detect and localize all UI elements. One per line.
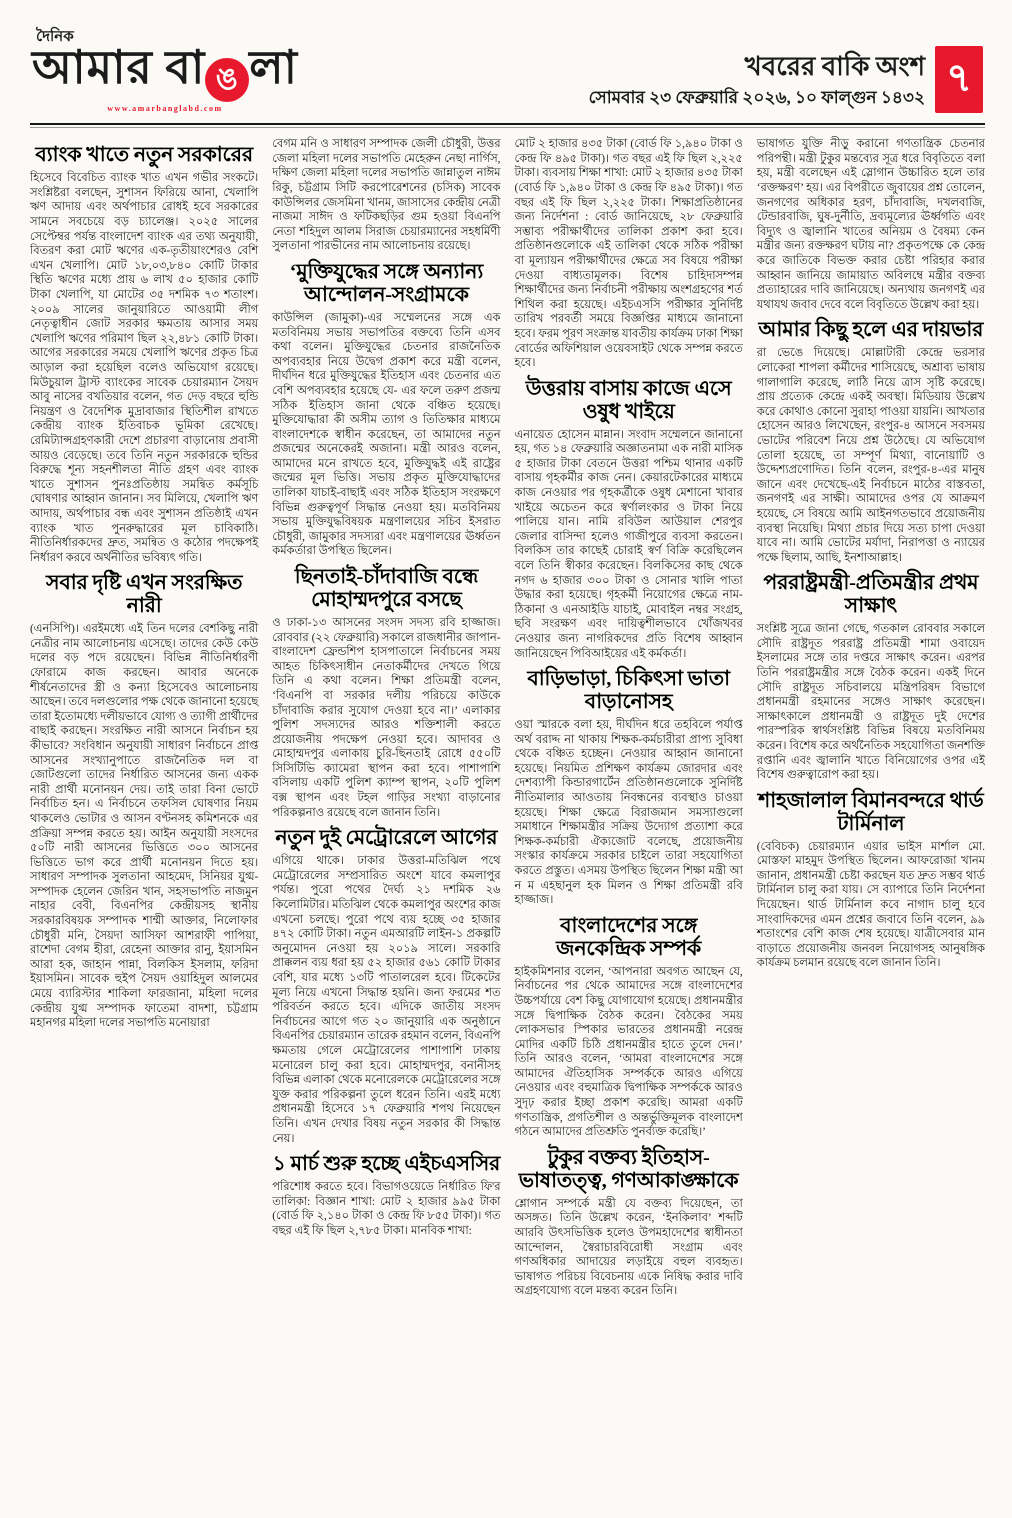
dateline: সোমবার ২৩ ফেব্রুয়ারি ২০২৬, ১০ ফাল্গুন ১৪৩২ <box>588 88 925 108</box>
article-body: এনায়েত হোসেন মান্নান। সংবাদ সম্মেলনে জানানো হয়, গত ১৪ ফেব্রুয়ারি অজ্ঞাতনামা এক নারী মাসিক ৫ হাজার টাকা বেতনে উত্তরা পশ্চিম থানার একটি বাসায় গৃহকর্মীর কাজ নেন। কেয়ারটেকারের মাধ্যমে কাজ নেওয়ার পর গৃহকর্ত্রীকে ওষুধ মেশানো খাবার খাইয়ে অচেতন করে স্বর্ণালংকার ও টাকা নিয়ে পালিয়ে যান। নামি রবিউল আউয়াল শেরপুর জেলার বাসিন্দা হলেও গাজীপুরে ব্যবসা করতেন। বিলকিস তার কাছেই চোরাই স্বর্ণ বিক্রি করেছিলেন বলে তিনি স্বীকার করেছেন। বিলকিসের কাছ থেকে নগদ ৬ হাজার ৩০০ টাকা ও সোনার খালি পাতা উদ্ধার করা হয়েছে। গৃহকর্মী নিয়োগের ক্ষেত্রে নাম-ঠিকানা ও এনআইডি যাচাই, মোবাইল নম্বর সংগ্রহ, ছবি সংরক্ষণ এবং দায়িত্বশীলভাবে খোঁজখবর নেওয়ার জন্য নাগরিকদের প্রতি বিশেষ আহ্বান জানিয়েছেন পিবিআইয়ের এই কর্মকর্তা। <box>514 428 743 660</box>
article-body: হিসেবে বিবেচিত ব্যাংক খাত এখন গভীর সংকটে। সংশ্লিষ্টরা বলছেন, সুশাসন ফিরিয়ে আনা, খেলাপি ঋণ আদায় এবং অর্থপাচার রোধই হবে সরকারের সামনে সবচেয়ে বড় চ্যালেঞ্জ। ২০২৫ সালের সেপ্টেম্বর পর্যন্ত বাংলাদেশ ব্যাংক এর তথ্য অনুযায়ী, বিতরণ করা মোট ঋণের এক-তৃতীয়াংশেরও বেশি এখন খেলাপি। মোট ১৮,০৩,৮৪০ কোটি টাকার স্থিতি ঋণের মধ্যে প্রায় ৬ লাখ ৫০ হাজার কোটি টাকা খেলাপি, যা মোটের ৩৫ দশমিক ৭৩ শতাংশ। ২০০৯ সালের জানুয়ারিতে আওয়ামী লীগ নেতৃত্বাধীন জোট সরকার ক্ষমতায় আসার সময় খেলাপি ঋণের পরিমাণ ছিল ২২,৪৮১ কোটি টাকা। আগের সরকারের সময়ে খেলাপি ঋণের প্রকৃত চিত্র আড়াল করা হয়েছিল বলেও অভিযোগ রয়েছে। মিউচুয়াল ট্রাস্ট ব্যাংকের সাবেক চেয়ারম্যান সৈয়দ আবু নাসের বখতিয়ার বলেন, গত দেড় বছরে হুন্ডি নিয়ন্ত্রণ ও বৈদেশিক মুদ্রাবাজার স্থিতিশীল রাখতে কেন্দ্রীয় ব্যাংক ইতিবাচক ভূমিকা রেখেছে। রেমিট্যান্সগ্রহণকারী দেশে প্রচারণা বাড়ানোয় প্রবাসী আয়ও বেড়েছে। তবে তিনি নতুন সরকারকে হুন্ডির বিরুদ্ধে শূন্য সহনশীলতা নীতি গ্রহণ এবং ব্যাংক খাতে সুশাসন পুনঃপ্রতিষ্ঠায় সমন্বিত কর্মসূচি ঘোষণার আহ্বান জানান। সব মিলিয়ে, খেলাপি ঋণ আদায়, অর্থপাচার বন্ধ এবং সুশাসন প্রতিষ্ঠাই এখন ব্যাংক খাত পুনরুদ্ধারের মূল চাবিকাঠি। নীতিনির্ধারকদের দ্রুত, সমন্বিত ও কঠোর পদক্ষেপই নির্ধারণ করবে অর্থনীতির ভবিষ্যৎ গতি। <box>30 172 259 564</box>
article-continuation-text: মোট ২ হাজার ৪৩৫ টাকা (বোর্ড ফি ১,৯৪০ টাকা ও কেন্দ্র ফি ৪৯৫ টাকা)। গত বছর এই ফি ছিল ২,২২৫ টাকা। ব্যবসায় শিক্ষা শাখা: মোট ২ হাজার ৪৩৫ টাকা (বোর্ড ফি ১,৯৪০ টাকা ও কেন্দ্র ফি ৪৯৫ টাকা)। গত বছর এই ফি ছিল ২,২২৫ টাকা। শিক্ষাপ্রতিষ্ঠানের জন্য নির্দেশনা : বোর্ড জানিয়েছে, ২৮ ফেব্রুয়ারি সম্ভাব্য পরীক্ষার্থীদের তালিকা প্রকাশ করা হবে। প্রতিষ্ঠানগুলোকে এই তালিকা থেকে সঠিক পরীক্ষা বা মূল্যায়ন পরীক্ষার্থীদের ক্ষেত্রে সব বিষয়ে পরীক্ষা দেওয়া বাধ্যতামূলক। বিশেষ চাহিদাসম্পন্ন শিক্ষার্থীদের জন্য নির্বাচনী পরীক্ষায় অংশগ্রহণের শর্ত শিথিল করা হয়েছে। এইচএসসি পরীক্ষার সুনির্দিষ্ট তারিখ পরবর্তী সময়ে বিজ্ঞপ্তির মাধ্যমে জানানো হবে। ফরম পূরণ সংক্রান্ত যাবতীয় কার্যক্রম ঢাকা শিক্ষা বোর্ডের অফিশিয়াল ওয়েবসাইট থেকে সম্পন্ন করতে হবে। <box>514 138 743 370</box>
article-body: ওয়া স্মারকে বলা হয়, দীর্ঘদিন ধরে তহবিলে পর্যাপ্ত অর্থ বরাদ্দ না থাকায় শিক্ষক-কর্মচারীরা প্রাপ্য সুবিধা থেকে বঞ্চিত হচ্ছেন। নেওয়ার আহ্বান জানানো হয়েছে। নিয়মিত প্রশিক্ষণ কার্যক্রম জোরদার এবং দেশব্যাপী কিন্ডারগার্টেন প্রতিষ্ঠানগুলোকে সুনির্দিষ্ট নীতিমালার আওতায় নিবন্ধনের ব্যবস্থাও চাওয়া হয়েছে। শিক্ষা ক্ষেত্রে বিরাজমান সমস্যাগুলো সমাধানে শিক্ষামন্ত্রীর সক্রিয় উদ্যোগ প্রত্যাশা করে শিক্ষক-কর্মচারী ঐক্যজোট বলেছে, প্রয়োজনীয় সংস্কার কার্যক্রমে সরকার চাইলে তারা সহযোগিতা করতে প্রস্তুত। এসময় উপস্থিত ছিলেন শিক্ষা মন্ত্রী আ ন ম এহছানুল হক মিলন ও শিক্ষা প্রতিমন্ত্রী রবি হাজ্জাজ। <box>514 719 743 907</box>
article-body: এগিয়ে থাকে। ঢাকার উত্তরা-মতিঝিল পথে মেট্রোরেলের সম্প্রসারিত অংশে যাবে কমলাপুর পর্যন্ত। পুরো পথের দৈর্ঘ্য ২১ দশমিক ২৬ কিলোমিটার। মতিঝিল থেকে কমলাপুর অংশের কাজ এখনো চলছে। পুরো পথে ব্যয় হচ্ছে ৩৫ হাজার ৪৭২ কোটি টাকা। নতুন এমআরটি লাইন-১ প্রকল্পটি অনুমোদন নেওয়া হয় ২০১৯ সালে। সরকারি প্রাক্কলন ব্যয় ধরা হয় ৫২ হাজার ৫৬১ কোটি টাকার বেশি, যার মধ্যে ১৩টি পাতালরেল হবে। টিকেটের মূল্য নিয়ে এখনো সিদ্ধান্ত হয়নি। জন্য ফরমের শত পরিবর্তন করতে হবে। এদিকে জাতীয় সংসদ নির্বাচনের আগে গত ২০ জানুয়ারি এক অনুষ্ঠানে বিএনপির চেয়ারম্যান তারেক রহমান বলেন, বিএনপি ক্ষমতায় গেলে মেট্রোরেলের পাশাপাশি ঢাকায় মনোরেল চালু করা হবে। মোহাম্মদপুর, বনানীসহ বিভিন্ন এলাকা থেকে মনোরেলকে মেট্রোরেলের সঙ্গে যুক্ত করার পরিকল্পনা তুলে ধরেন তিনি। এরই মধ্যে প্রধানমন্ত্রী হিসেবে ১৭ ফেব্রুয়ারি শপথ নিয়েছেন তিনি। এখন দেখার বিষয় নতুন সরকার কী সিদ্ধান্ত নেয়। <box>272 855 501 1145</box>
article-body: পরিশোধ করতে হবে। বিভাগওয়েডে নির্ধারিত ফি'র তালিকা: বিজ্ঞান শাখা: মোট ২ হাজার ৯৯৫ টাকা (বোর্ড ফি ২,১৪০ টাকা ও কেন্দ্র ফি ৮৫৫ টাকা)। গত বছর এই ফি ছিল ২,৭৮৫ টাকা। মানবিক শাখা: <box>272 1181 501 1237</box>
article-headline: টুকুর বক্তব্য ইতিহাস-ভাষাতত্ত্ব, গণআকাঙ্ক্ষাকে <box>518 1146 739 1192</box>
article-body: শ্লোগান সম্পর্কে মন্ত্রী যে বক্তব্য দিয়েছেন, তা অসঙ্গত। তিনি উল্লেখ করেন, ‘ইনকিলাব’ শব্দটি আরবি উৎসভিত্তিক হলেও উপমহাদেশের স্বাধীনতা আন্দোলন, স্বৈরাচারবিরোধী সংগ্রাম এবং গণঅধিকার আদায়ের লড়াইয়ে বহুল ব্যবহৃত। ভাষাগত পরিচয় বিবেচনায় একে নিষিদ্ধ করার দাবি অগ্রহণযোগ্য বলে মন্তব্য করেন তিনি। <box>514 1197 743 1298</box>
article-body: রা ভেঙে দিয়েছে। মোল্লাটারী কেন্দ্রে ভরসার লোকেরা শাপলা কর্মীদের শাসিয়েছে, অশ্রাব্য ভাষায় গালাগালি করেছে, লাঠি নিয়ে ত্রাস সৃষ্টি করেছে। প্রায় প্রত্যেক কেন্দ্রে একই অবস্থা। মিডিয়ায় উল্লেখ করে কোথাও কোনো সুরাহা পাওয়া যায়নি। আখতার হোসেন আরও লিখেছেন, রংপুর-৪ আসনে সবসময় ভোটের পরিবেশ নিয়ে প্রশ্ন উঠেছে। যে অভিযোগ তোলা হয়েছে, তা সম্পূর্ণ মিথ্যা, বানোয়াটি ও উদ্দেশ্যপ্রণোদিত। তিনি বলেন, রংপুর-৪-এর মানুষ জানে এবং দেখেছে-এই নির্বাচনে মাঠের বাস্তবতা, জনগণই এর সাক্ষী। আমাদের ওপর যে আক্রমণ হয়েছে, সে বিষয়ে আমি আইনগতভাবে প্রয়োজনীয় ব্যবস্থা নিয়েছি। মিথ্যা প্রচার দিয়ে সত্য চাপা দেওয়া যাবে না। আমি ভোটের মর্যাদা, নিরাপত্তা ও ন্যায়ের পক্ষে ছিলাম, আছি, ইনশাআল্লাহ। <box>756 347 985 564</box>
article-headline: আমার কিছু হলে এর দায়ভার <box>758 319 984 342</box>
header-rule-thick <box>30 123 985 125</box>
news-column-1 <box>30 137 258 1488</box>
daily-label: দৈনিক <box>36 29 74 45</box>
article-body: (এনসিপি)। এরইমধ্যে এই তিন দলের বেশকিছু নারী নেত্রীর নাম আলোচনায় এসেছে। তাদের কেউ কেউ দলের বড় পদে রয়েছেন। বিভিন্ন নীতিনির্ধারণী ফোরামে কাজ করছেন। আবার অনেকে শীর্ষনেতাদের স্ত্রী ও কন্যা হিসেবেও আলোচনায় আছেন। তবে দলগুলোর পক্ষ থেকে জানানো হয়েছে তারা ইতোমধ্যে দলীয়ভাবে যোগ্য ও ত্যাগী প্রার্থীদের বাছাই করছেন। সংরক্ষিত নারী আসনে নির্বাচন হয় কীভাবে? সংবিধান অনুযায়ী সাধারণ নির্বাচনে প্রাপ্ত আসনের সংখ্যানুপাতে রাজনৈতিক দল বা জোটগুলো তাদের নির্ধারিত আসনের জন্য একক নারী প্রার্থী মনোনয়ন দেয়। তাই তারা বিনা ভোটে নির্বাচিত হন। এ নির্বাচনে তফসিল ঘোষণার নিয়ম থাকলেও ভোটার ও আসন বণ্টনসহ কমিশনকে এর প্রক্রিয়া সম্পন্ন করতে হয়। আইন অনুযায়ী সংসদের ৫০টি নারী আসনের ভিত্তিতে ৩০০ আসনের ভিত্তিতে ভাগ করে প্রার্থী মনোনয়ন দিতে হয়। সাধারণ সম্পাদক সুলতানা আহমেদ, সিনিয়র যুগ্ম-সম্পাদক হেলেন জেরিন খান, সহসভাপতি নাজমুন নাহার বেবী, বিএনপির কেন্দ্রীয়সহ স্থানীয় সরকারবিষয়ক সম্পাদক শাম্মী আক্তার, নিলোফার চৌধুরী মনি, সৈয়দা আসিফা আশরাফী পাপিয়া, রাশেদা বেগম হীরা, রেহেনা আক্তার রানু, ইয়াসমিন আরা হক, জাহান পান্না, বিলকিস ইসলাম, ফরিদা ইয়াসমিন। সাবেক হুইপ সৈয়দ ওয়াহিদুল আলমের মেয়ে ব্যারিস্টার শাকিলা ফারজানা, মহিলা দলের কেন্দ্রীয় যুগ্ম সম্পাদক ফাতেমা বাদশা, চট্টগ্রাম মহানগর মহিলা দলের সভাপতি মনোয়ারা <box>30 623 259 1030</box>
article-body: হাইকমিশনার বলেন, ‘আপনারা অবগত আছেন যে, নির্বাচনের পর থেকে আমাদের সঙ্গে বাংলাদেশের উচ্চপর্যায়ে বেশ কিছু যোগাযোগ হয়েছে। প্রধানমন্ত্রীর সঙ্গে দ্বিপাক্ষিক বৈঠক করেন। বৈঠকের সময় লোকসভার স্পিকার ভারতের প্রধানমন্ত্রী নরেন্দ্র মোদির একটি চিঠি প্রধানমন্ত্রীর হাতে তুলে দেন।’ তিনি আরও বলেন, ‘আমরা বাংলাদেশের সঙ্গে আমাদের ঐতিহাসিক সম্পর্ককে আরও এগিয়ে নেওয়ার এবং বহুমাত্রিক দ্বিপাক্ষিক সম্পর্ককে আরও সুদৃঢ় করার ইচ্ছা প্রকাশ করেছি। আমরা একটি গণতান্ত্রিক, প্রগতিশীল ও অন্তর্ভুক্তিমূলক বাংলাদেশ গঠনে আমাদের প্রতিশ্রুতি পুনর্ব্যক্ত করেছি।’ <box>514 965 743 1139</box>
article-body: সংশ্লিষ্ট সূত্রে জানা গেছে, গতকাল রোববার সকালে সৌদি রাষ্ট্রদূত পররাষ্ট্র প্রতিমন্ত্রী শামা ওবায়েদ ইসলামের সঙ্গে তার দপ্তরে সাক্ষাৎ করেন। এরপর তিনি পররাষ্ট্রমন্ত্রীর সঙ্গে বৈঠক করেন। একই দিনে সৌদি রাষ্ট্রদূত সচিবালয়ে মন্ত্রিপরিষদ বিভাগে প্রধানমন্ত্রী রহমানের সঙ্গেও সাক্ষাৎ করেছেন। সাক্ষাৎকালে প্রধানমন্ত্রী ও রাষ্ট্রদূত দুই দেশের পারস্পরিক স্বার্থসংশ্লিষ্ট বিভিন্ন বিষয়ে মতবিনিময় করেন। বিশেষ করে অর্থনৈতিক সহযোগিতা জনশক্তি রপ্তানি এবং জ্বালানি খাতে বিনিয়োগের ওপর এই বিশেষ গুরুত্বারোপ করা হয়। <box>756 623 985 782</box>
article-headline: ব্যাংক খাতে নতুন সরকারের <box>35 144 253 167</box>
paper-title <box>32 42 298 102</box>
article-body: (বেবিচক) চেয়ারম্যান এয়ার ভাইস মার্শাল মো. মোস্তফা মাহমুদ উপস্থিত ছিলেন। আফরোজা খানম জানান, প্রধানমন্ত্রী চেষ্টা করছেন যত দ্রুত সম্ভব থার্ড টার্মিনাল চালু করা যায়। সে ব্যাপারে তিনি নির্দেশনা দিয়েছেন। থার্ড টার্মিনাল কবে নাগাদ চালু হবে সাংবাদিকদের এমন প্রশ্নের জবাবে তিনি বলেন, ৯৯ শতাংশের বেশি কাজ শেষ হয়েছে। যাত্রীসেবার মান বাড়াতে প্রয়োজনীয় জনবল নিয়োগসহ আনুষঙ্গিক কার্যক্রম চলমান রয়েছে বলে জানান তিনি। <box>756 840 985 970</box>
page-header <box>30 22 985 123</box>
section-title: খবরের বাকি অংশ <box>744 51 925 81</box>
website-url: www.amarbanglabd.com <box>107 104 223 114</box>
header-right-text <box>589 53 925 114</box>
logo-nga-letter: ঙ <box>215 63 239 96</box>
paper-title-text: আমার বা <box>32 42 206 93</box>
logo-red-circle <box>205 58 249 102</box>
page-number: ৭ <box>945 55 972 101</box>
paper-title-text-end: লা <box>249 42 298 93</box>
article-headline: পররাষ্ট্রমন্ত্রী-প্রতিমন্ত্রীর প্রথম সাক্ষাৎ <box>763 572 979 618</box>
article-body: ও ঢাকা-১৩ আসনের সংসদ সদস্য রবি হাজ্জাজ। রোববার (২২ ফেব্রুয়ারি) সকালে রাজধানীর জাপান-বাংলাদেশ ফ্রেন্ডশিপ হাসপাতালে নির্বাচনের সময় আহত চিকিৎসাধীন নেতাকর্মীদের দেখতে গিয়ে তিনি এ কথা বলেন। শিক্ষা প্রতিমন্ত্রী বলেন, ‘বিএনপি বা সরকার দলীয় পরিচয়ে কাউকে চাঁদাবাজি করার সুযোগ দেওয়া হবে না।’ এলাকার পুলিশ সদস্যদের আরও শক্তিশালী করতে প্রয়োজনীয় পদক্ষেপ নেওয়া হবে। আদাবর ও মোহাম্মদপুর এলাকায় চুরি-ছিনতাই রোধে ৫৫০টি সিসিটিভি ক্যামেরা স্থাপন করা হবে। পাশাপাশি বসিলায় একটি পুলিশ ক্যাম্প স্থাপন, ২০টি পুলিশ বক্স স্থাপন এবং টহল গাড়ির সংখ্যা বাড়ানোর পরিকল্পনাও রয়েছে বলে জানান তিনি। <box>272 616 501 819</box>
article-headline: ১ মার্চ শুরু হচ্ছে এইচএসসির <box>272 1153 501 1176</box>
page-number-badge <box>935 46 983 113</box>
news-column-2 <box>272 137 500 1488</box>
news-column-3 <box>515 137 743 1488</box>
article-headline: নতুন দুই মেট্রোরেলে আগের <box>275 827 498 850</box>
article-headline: উত্তরায় বাসায় কাজে এসে ওষুধ খাইয়ে <box>525 377 732 423</box>
masthead-logo <box>32 30 298 113</box>
article-headline: বাড়িভাড়া, চিকিৎসা ভাতা বাড়ানোসহ <box>527 668 730 714</box>
article-continuation-text: বেগম মনি ও সাধারণ সম্পাদক জেলী চৌধুরী, উত্তর জেলা মহিলা দলের সভাপতি মেহেরুন নেছা নার্গিস, দক্ষিণ জেলা মহিলা দলের সভাপতি জান্নাতুল নাঈম রিকু, চট্টগ্রাম সিটি করপোরেশনের (চসিক) সাবেক কাউন্সিলর জেসমিনা খানম, জাসাসের কেন্দ্রীয় নেত্রী নাজমা সাঈদ ও ফটিকছড়ির গুম হওয়া বিএনপি নেতা শহিদুল আলম সিরাজ চেয়ারম্যানের সহধর্মিণী সুলতানা পারভীনের নাম আলোচনায় রয়েছে। <box>272 138 501 253</box>
article-headline: বাংলাদেশের সঙ্গে জনকেন্দ্রিক সম্পর্ক <box>556 914 702 960</box>
article-body: কাউন্সিল (জামুকা)-এর সম্মেলনের সঙ্গে এক মতবিনিময় সভায় সভাপতির বক্তব্যে তিনি এসব কথা বলেন। মুক্তিযুদ্ধের চেতনার রাজনৈতিক অপব্যবহার নিয়ে উদ্বেগ প্রকাশ করে মন্ত্রী বলেন, দীর্ঘদিন ধরে মুক্তিযুদ্ধের ইতিহাস এবং চেতনার এত বেশি অপব্যবহার হয়েছে যে- এর ফলে তরুণ প্রজন্ম সঠিক ইতিহাস জানা থেকে বঞ্চিত হয়েছে। মুক্তিযোদ্ধারা কী অসীম ত্যাগ ও তিতিক্ষার মাধ্যমে বাংলাদেশকে স্বাধীন করেছেন, তা আমাদের নতুন প্রজন্মের অনেকেরই অজানা। মন্ত্রী আরও বলেন, আমাদের মনে রাখতে হবে, মুক্তিযুদ্ধই এই রাষ্ট্রের জন্মের মূল ভিত্তি। সভায় প্রকৃত মুক্তিযোদ্ধাদের তালিকা যাচাই-বাছাই এবং সঠিক ইতিহাস সংরক্ষণে বিভিন্ন গুরুত্বপূর্ণ সিদ্ধান্ত নেওয়া হয়। মতবিনিময় সভায় মুক্তিযুদ্ধবিষয়ক মন্ত্রণালয়ের সচিব ইসরাত চৌধুরী, জামুকার সদস্যরা এবং মন্ত্রণালয়ের ঊর্ধ্বতন কর্মকর্তারা উপস্থিত ছিলেন। <box>272 311 501 558</box>
article-headline: ‘মুক্তিযুদ্ধের সঙ্গে অন্যান্য আন্দোলন-সংগ্রামকে <box>289 261 484 306</box>
news-column-4 <box>757 137 985 1488</box>
article-headline: ছিনতাই-চাঁদাবাজি বন্ধে মোহাম্মদপুরে বসছে <box>294 566 478 611</box>
news-columns <box>30 128 985 1488</box>
article-continuation-text: ভাষাগত যুক্তি নীড়ু করানো গণতান্ত্রিক চেতনার পরিপন্থী। মন্ত্রী টুকুর মন্তব্যের সূত্র ধরে বিবৃতিতে বলা হয়, মন্ত্রী বলেছেন এই স্লোগান উচ্চারিত হলে তার ‘রক্তক্ষরণ’ হয়। এর বিপরীতে জুবায়ের প্রশ্ন তোলেন, জনগণের অধিকার হরণ, চাঁদাবাজি, দখলবাজি, টেন্ডারবাজি, ঘুষ-দুর্নীতি, দ্রব্যমূল্যের ঊর্ধ্বগতি এবং বিদ্যুৎ ও জ্বালানি খাতের অনিয়ম ও বৈষম্য কেন মন্ত্রীর জন্য রক্তক্ষরণ ঘটায় না? প্রকৃতপক্ষে কে কেন্দ্র করে জাতিকে বিভক্ত করার চেষ্টা পরিহার করার আহ্বান জানিয়ে জামায়াত অবিলম্বে মন্ত্রীর বক্তব্য প্রত্যাহারের দাবি জানিয়েছে। অন্যথায় জনগণই এর যথাযথ জবাব দেবে বলে বিবৃতিতে উল্লেখ করা হয়। <box>756 138 985 311</box>
article-headline: শাহজালাল বিমানবন্দরে থার্ড টার্মিনাল <box>758 789 984 835</box>
article-headline: সবার দৃষ্টি এখন সংরক্ষিত নারী <box>45 572 243 618</box>
header-right <box>589 46 983 113</box>
